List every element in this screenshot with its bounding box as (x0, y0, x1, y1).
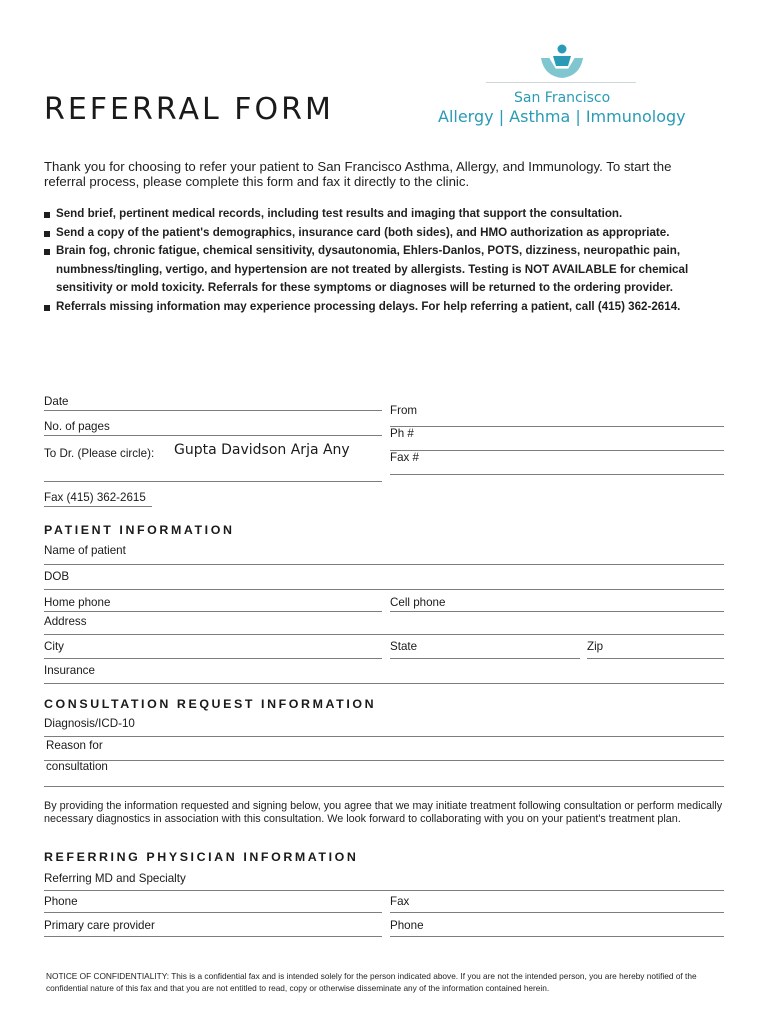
to-dr-label: To Dr. (Please circle): (44, 447, 155, 460)
intro-text: Thank you for choosing to refer your patient to San Francisco Asthma, Allergy, and Immunology. To start the referral process, please complete this form and fax it directly to the clinic. (44, 159, 672, 189)
insurance-label: Insurance (44, 664, 95, 677)
cell-phone-field[interactable] (390, 611, 724, 612)
from-field[interactable] (390, 426, 724, 427)
address-field[interactable] (44, 634, 724, 635)
consultation-section-heading: CONSULTATION REQUEST INFORMATION (44, 697, 377, 711)
physician-section-heading: REFERRING PHYSICIAN INFORMATION (44, 850, 359, 864)
instruction-item: Send brief, pertinent medical records, including test results and imaging that support the consultation. (44, 205, 734, 224)
consultation-field[interactable] (44, 786, 724, 787)
zip-label: Zip (587, 640, 604, 653)
pcp-phone-label: Phone (390, 919, 424, 932)
pages-label: No. of pages (44, 420, 110, 433)
home-phone-field[interactable] (44, 611, 382, 612)
city-label: City (44, 640, 64, 653)
physician-fax-field[interactable] (390, 912, 724, 913)
ph-label: Ph # (390, 427, 414, 440)
md-specialty-field[interactable] (44, 890, 724, 891)
consent-text: By providing the information requested and signing below, you agree that we may initiate treatment following consultation or perform medically necessary diagnostics in association with this consultation. We look forward to collaborating with you on your patient's treatment plan. (44, 800, 723, 825)
ph-field[interactable] (390, 450, 724, 451)
confidentiality-notice: NOTICE OF CONFIDENTIALITY: This is a confidential fax and is intended solely for the person indicated above. If you are not the intended person, you are hereby notified of the confidential nature of this fax and that you are not entitled to read, copy or otherwise disseminate any of the information contained herein. (46, 971, 697, 993)
form-title: REFERRAL FORM (44, 92, 334, 127)
dob-label: DOB (44, 570, 70, 583)
zip-field[interactable] (587, 658, 724, 659)
logo-divider (486, 82, 636, 83)
patient-name-field[interactable] (44, 564, 724, 565)
date-label: Date (44, 395, 69, 408)
instruction-list (44, 205, 734, 317)
physician-phone-label: Phone (44, 895, 78, 908)
clinic-fax: Fax (415) 362-2615 (44, 491, 146, 504)
dob-field[interactable] (44, 589, 724, 590)
to-dr-line (44, 481, 382, 482)
reason-field[interactable] (44, 760, 724, 761)
clinic-fax-underline (44, 506, 152, 507)
pages-field[interactable] (44, 435, 382, 436)
address-label: Address (44, 615, 87, 628)
physician-fax-label: Fax (390, 895, 410, 908)
md-specialty-label: Referring MD and Specialty (44, 872, 186, 885)
pcp-label: Primary care provider (44, 919, 155, 932)
physician-phone-field[interactable] (44, 912, 382, 913)
diagnosis-label: Diagnosis/ICD-10 (44, 717, 135, 730)
city-field[interactable] (44, 658, 382, 659)
doctor-choices[interactable]: Gupta Davidson Arja Any (174, 442, 350, 458)
instruction-item: Referrals missing information may experience processing delays. For help referring a patient, call (415) 362-2614. (44, 298, 734, 317)
logo-city: San Francisco (514, 90, 611, 106)
instruction-item: Brain fog, chronic fatigue, chemical sensitivity, dysautonomia, Ehlers-Danlos, POTS, dizziness, neuropathic pain, numbness/tingling, vertigo, and hypertension are not treated by allergists. Testing is NOT AVAILABLE for chemical sensitivity or mold toxicity. Referrals for these symptoms or diagnoses will be returned to the ordering provider. (44, 242, 734, 298)
pcp-field[interactable] (44, 936, 382, 937)
person-in-cup-icon (538, 42, 586, 82)
insurance-field[interactable] (44, 683, 724, 684)
patient-name-label: Name of patient (44, 544, 126, 557)
logo-name: Allergy | Asthma | Immunology (438, 107, 686, 126)
cell-phone-label: Cell phone (390, 596, 446, 609)
home-phone-label: Home phone (44, 596, 111, 609)
patient-section-heading: PATIENT INFORMATION (44, 523, 235, 537)
date-field[interactable] (44, 410, 382, 411)
fax-label: Fax # (390, 451, 419, 464)
from-label: From (390, 404, 418, 417)
reason-label: Reason for (46, 739, 103, 752)
fax-field[interactable] (390, 474, 724, 475)
pcp-phone-field[interactable] (390, 936, 724, 937)
consultation-label: consultation (46, 760, 108, 773)
instruction-item: Send a copy of the patient's demographics, insurance card (both sides), and HMO authorization as appropriate. (44, 224, 734, 243)
state-label: State (390, 640, 418, 653)
state-field[interactable] (390, 658, 580, 659)
diagnosis-field[interactable] (44, 736, 724, 737)
